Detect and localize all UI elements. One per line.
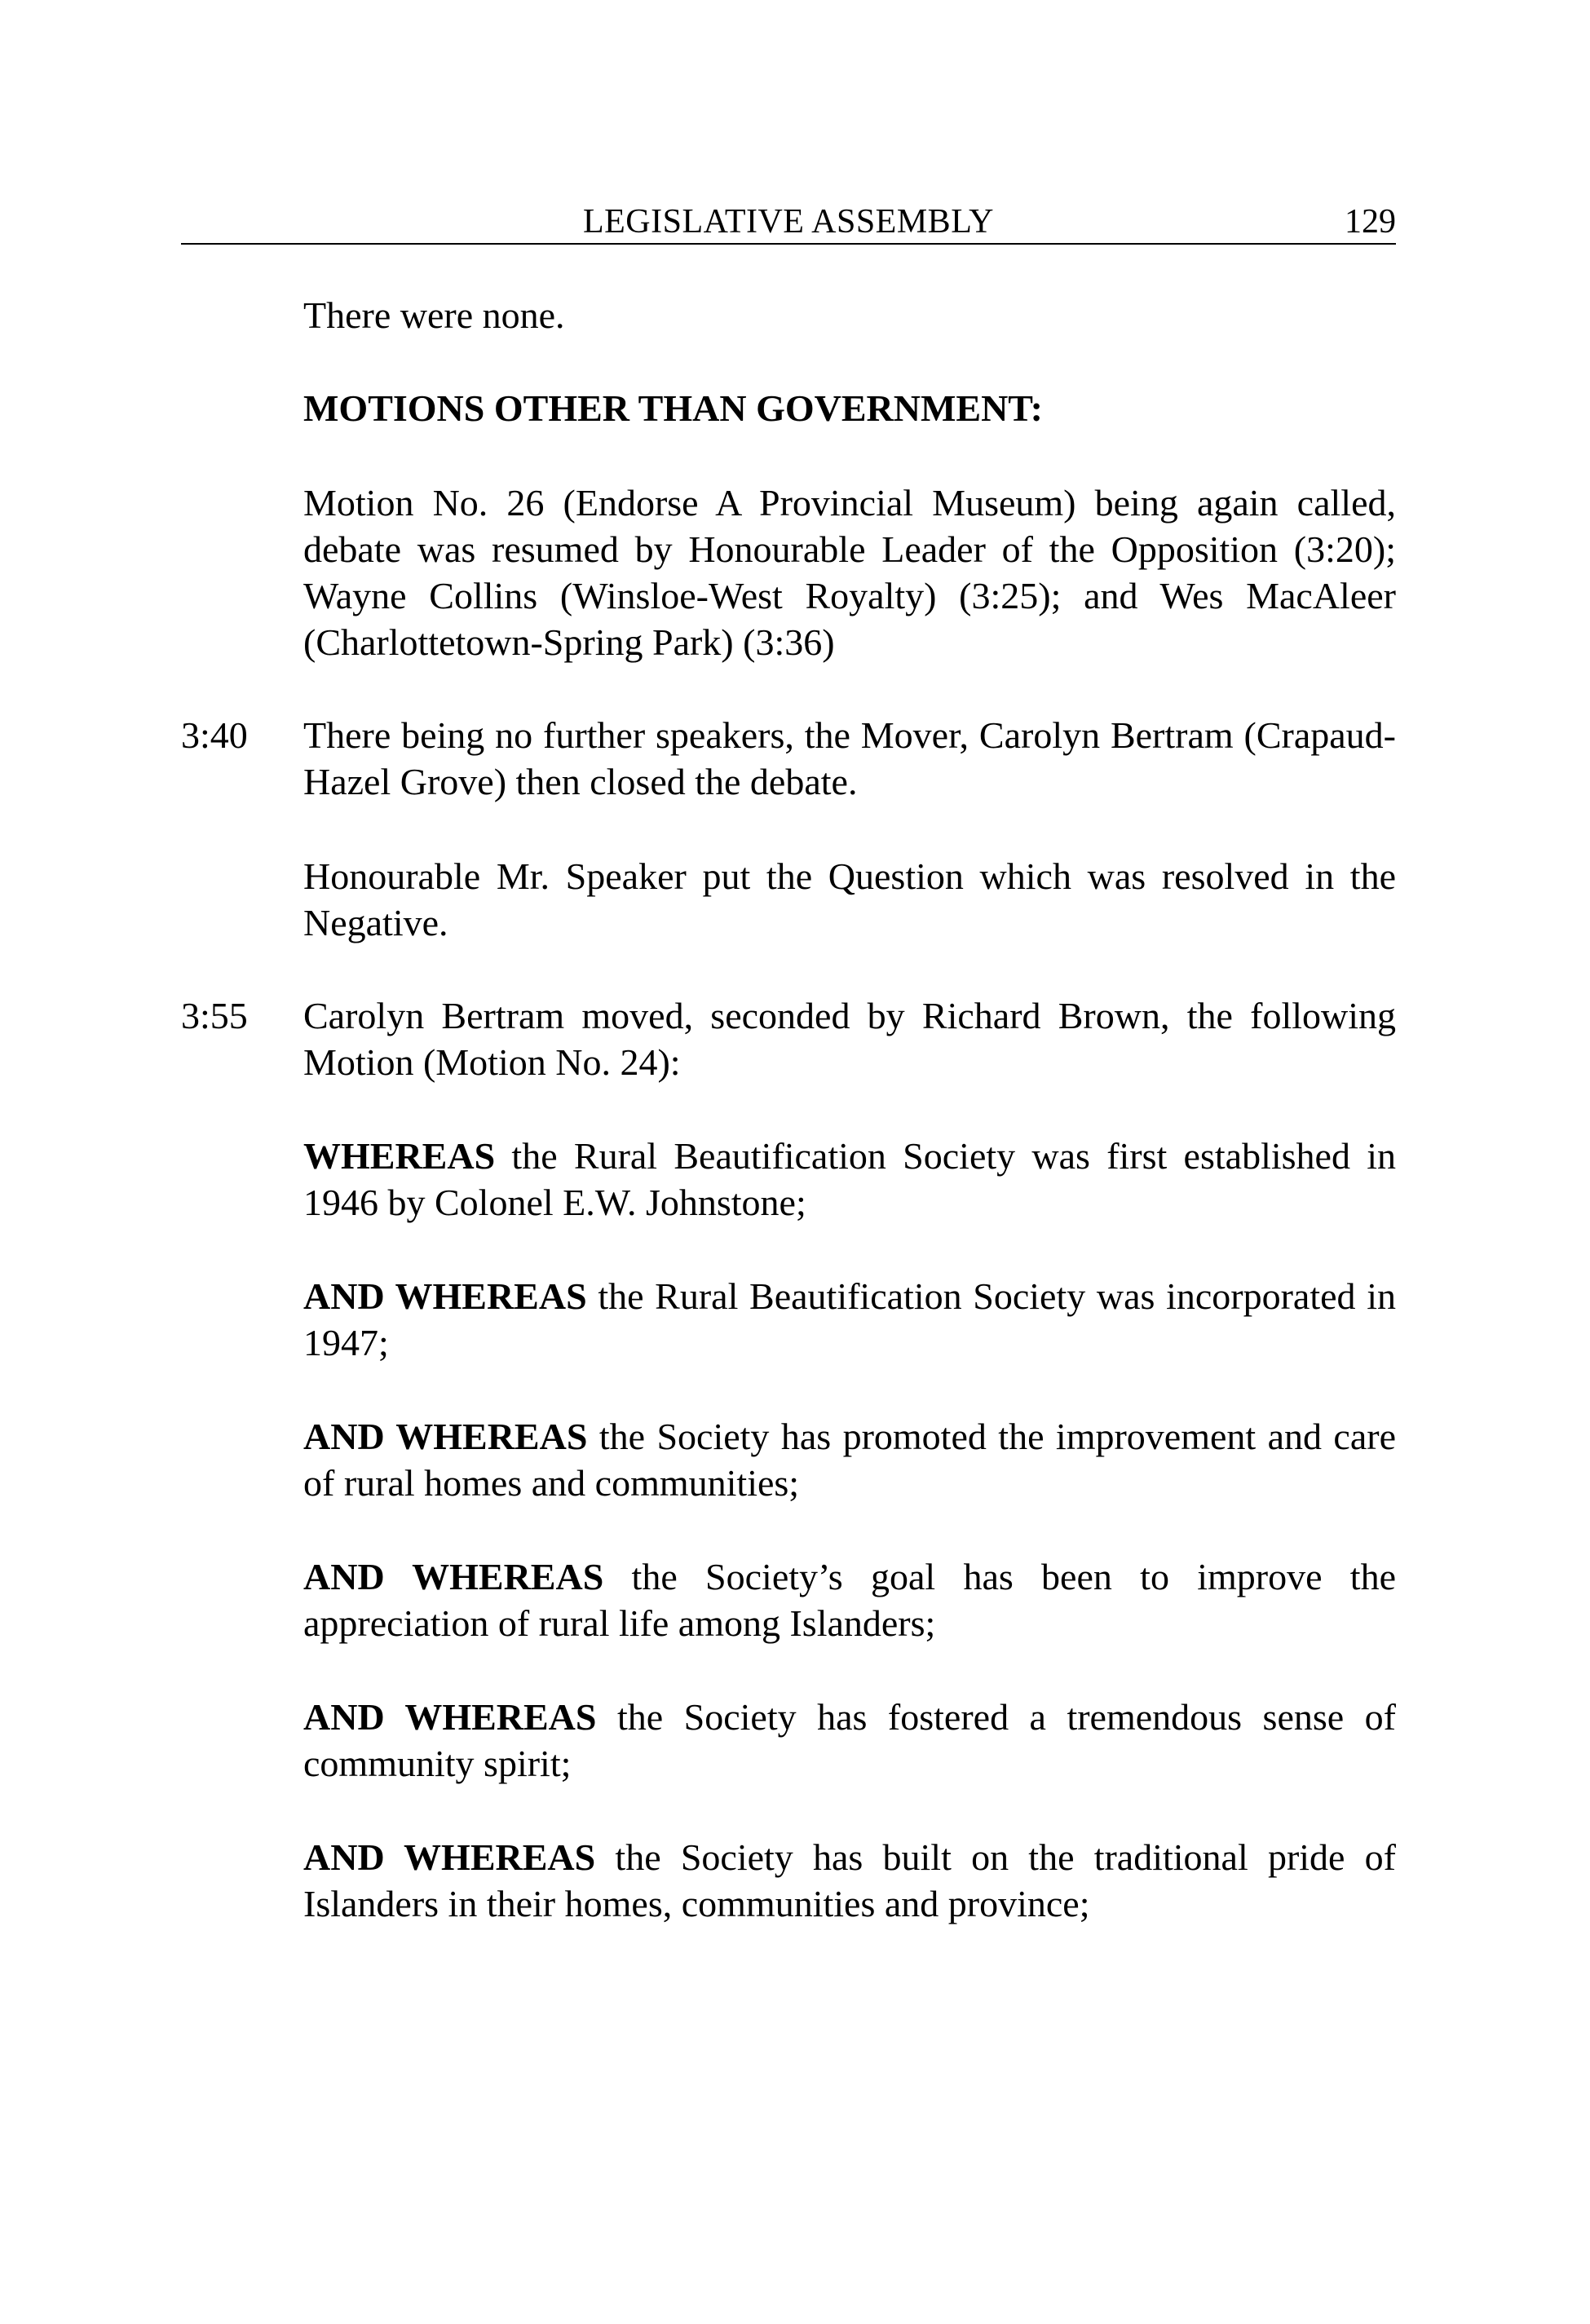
whereas-clause bbox=[303, 1133, 1396, 1226]
timestamp-355: 3:55 bbox=[181, 995, 248, 1036]
whereas-text: the Rural Beautification Society was first established in 1946 by Colonel E.W. Johnstone; bbox=[303, 1135, 1396, 1223]
motion-26-paragraph: Motion No. 26 (Endorse A Provincial Museum) being again called, debate was resumed by Honourable Leader of the Opposition (3:20); Wayne Collins (Winsloe-West Royalty) (3:25); and Wes MacAleer (Charlottetown-Spring Park) (3:36) bbox=[303, 482, 1396, 663]
motion-24-intro-paragraph: Carolyn Bertram moved, seconded by Richard Brown, the following Motion (Motion No. 24): bbox=[303, 995, 1396, 1083]
speaker-question-paragraph: Honourable Mr. Speaker put the Question which was resolved in the Negative. bbox=[303, 855, 1396, 943]
closing-debate-paragraph: There being no further speakers, the Mover, Carolyn Bertram (Crapaud-Hazel Grove) then closed the debate. bbox=[303, 714, 1396, 802]
whereas-text: the Society has built on the traditional pride of Islanders in their homes, communities and province; bbox=[303, 1836, 1396, 1924]
none-text: There were none. bbox=[303, 294, 565, 336]
timestamp-340: 3:40 bbox=[181, 714, 248, 756]
whereas-text: the Society’s goal has been to improve the appreciation of rural life among Islanders; bbox=[303, 1556, 1396, 1644]
section-heading: MOTIONS OTHER THAN GOVERNMENT: bbox=[303, 387, 1043, 429]
whereas-text: the Society has fostered a tremendous sense of community spirit; bbox=[303, 1696, 1396, 1784]
whereas-keyword: AND WHEREAS bbox=[303, 1416, 588, 1457]
whereas-text: the Rural Beautification Society was incorporated in 1947; bbox=[303, 1275, 1396, 1363]
whereas-keyword: AND WHEREAS bbox=[303, 1696, 597, 1738]
whereas-clause bbox=[303, 1273, 1396, 1366]
whereas-clause bbox=[303, 1553, 1396, 1646]
header-title: LEGISLATIVE ASSEMBLY bbox=[583, 203, 994, 241]
whereas-clause bbox=[303, 1834, 1396, 1927]
whereas-keyword: AND WHEREAS bbox=[303, 1275, 587, 1317]
whereas-keyword: AND WHEREAS bbox=[303, 1556, 604, 1597]
page-number: 129 bbox=[1345, 203, 1396, 241]
whereas-keyword: WHEREAS bbox=[303, 1135, 496, 1177]
whereas-text: the Society has promoted the improvement and care of rural homes and communities; bbox=[303, 1416, 1397, 1504]
whereas-keyword: AND WHEREAS bbox=[303, 1836, 596, 1878]
page-header bbox=[181, 201, 1396, 245]
whereas-clause bbox=[303, 1413, 1396, 1506]
whereas-clause bbox=[303, 1694, 1396, 1787]
